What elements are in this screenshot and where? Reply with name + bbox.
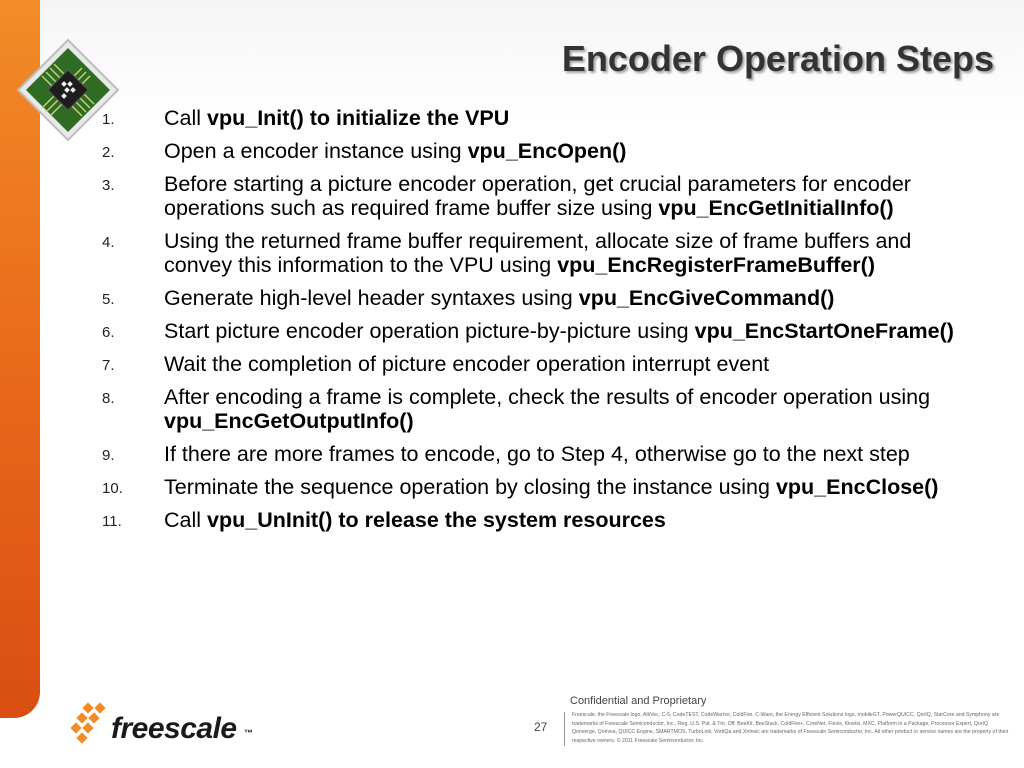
step-text-plain: Wait the completion of picture encoder operation interrupt event: [164, 352, 770, 376]
step-text-bold: vpu_EncGetOutputInfo(): [164, 409, 414, 433]
confidential-label: Confidential and Proprietary: [570, 695, 707, 707]
step-item: [98, 352, 978, 376]
step-text-bold: vpu_Init() to initialize the VPU: [207, 106, 510, 130]
legal-notice: Freescale, the Freescale logo, AltiVec, C-5, CodeTEST, CodeWarrior, ColdFire, C-Ware, the Energy Efficient Solutions logo, mobileGT, PowerQUICC, QorIQ, StarCore and Symphony are trademarks of Freescale Semiconductor, Inc., Reg. U.S. Pat. & Tm. Off. BeeKit, BeeStack, ColdFire+, CoreNet, Flexis, Kinetis, MXC, Platform in a Package, Processor Expert, QorIQ Qonverge, Qorivva, QUICC Engine, SMARTMOS, TurboLink, VortiQa and Xtrinsic are trademarks of Freescale Semiconductor, Inc. All other product or service names are the property of their respective owners. © 2011 Freescale Semiconductor, Inc.: [572, 712, 1009, 744]
step-number: 5.: [102, 291, 115, 308]
freescale-logo: [70, 700, 270, 752]
step-number: 2.: [102, 144, 115, 161]
slide-title: Encoder Operation Steps: [561, 38, 994, 79]
trademark-symbol: ™: [244, 728, 253, 738]
step-text-bold: vpu_EncStartOneFrame(): [694, 319, 954, 343]
step-number: 11.: [102, 513, 122, 530]
step-number: 6.: [102, 324, 115, 341]
step-text-plain: Before starting a picture encoder operation, get crucial parameters for encoder operations such as required frame buffer size using: [164, 172, 911, 220]
freescale-logo-mark-icon: [70, 702, 114, 748]
step-text-bold: vpu_EncGiveCommand(): [578, 286, 835, 310]
step-text: [164, 229, 974, 277]
step-item: [98, 508, 978, 532]
step-text-bold: vpu_EncClose(): [775, 475, 939, 499]
step-text-plain: Call: [164, 508, 208, 532]
step-number: 8.: [102, 390, 115, 407]
page-number: 27: [534, 720, 548, 734]
footer-divider: [564, 712, 565, 746]
step-number: 9.: [102, 447, 115, 464]
step-text: [164, 172, 974, 220]
step-text: [164, 475, 974, 499]
step-text: [164, 286, 974, 310]
step-text-plain: Terminate the sequence operation by closing the instance using: [164, 475, 776, 499]
step-number: 1.: [102, 111, 115, 128]
step-item: [98, 319, 978, 343]
step-text-plain: After encoding a frame is complete, check the results of encoder operation using: [164, 385, 931, 409]
step-text-bold: vpu_EncOpen(): [467, 139, 627, 163]
step-text: [164, 352, 974, 376]
step-text-bold: vpu_UnInit() to release the system resources: [207, 508, 666, 532]
step-number: 7.: [102, 357, 115, 374]
step-item: [98, 442, 978, 466]
steps-list: [98, 106, 978, 541]
step-text: [164, 508, 974, 532]
step-item: [98, 385, 978, 433]
step-text: [164, 139, 974, 163]
step-number: 3.: [102, 177, 115, 194]
step-number: 4.: [102, 234, 115, 251]
step-text-plain: Using the returned frame buffer requirement, allocate size of frame buffers and convey this information to the VPU using: [164, 229, 912, 277]
step-text-plain: Generate high-level header syntaxes using: [164, 286, 579, 310]
step-item: [98, 229, 978, 277]
step-text: [164, 385, 974, 433]
step-item: [98, 139, 978, 163]
step-item: [98, 475, 978, 499]
step-text-plain: Call: [164, 106, 208, 130]
step-text: [164, 319, 974, 343]
step-text-plain: Start picture encoder operation picture-by-picture using: [164, 319, 695, 343]
step-text-plain: Open a encoder instance using: [164, 139, 468, 163]
step-item: [98, 106, 978, 130]
step-number: 10.: [102, 480, 123, 497]
step-text-bold: vpu_EncRegisterFrameBuffer(): [557, 253, 875, 277]
step-text: [164, 106, 974, 130]
step-item: [98, 172, 978, 220]
step-item: [98, 286, 978, 310]
freescale-wordmark: freescale: [111, 712, 237, 745]
step-text-bold: vpu_EncGetInitialInfo(): [658, 196, 894, 220]
step-text-plain: If there are more frames to encode, go to Step 4, otherwise go to the next step: [164, 442, 910, 466]
step-text: [164, 442, 974, 466]
